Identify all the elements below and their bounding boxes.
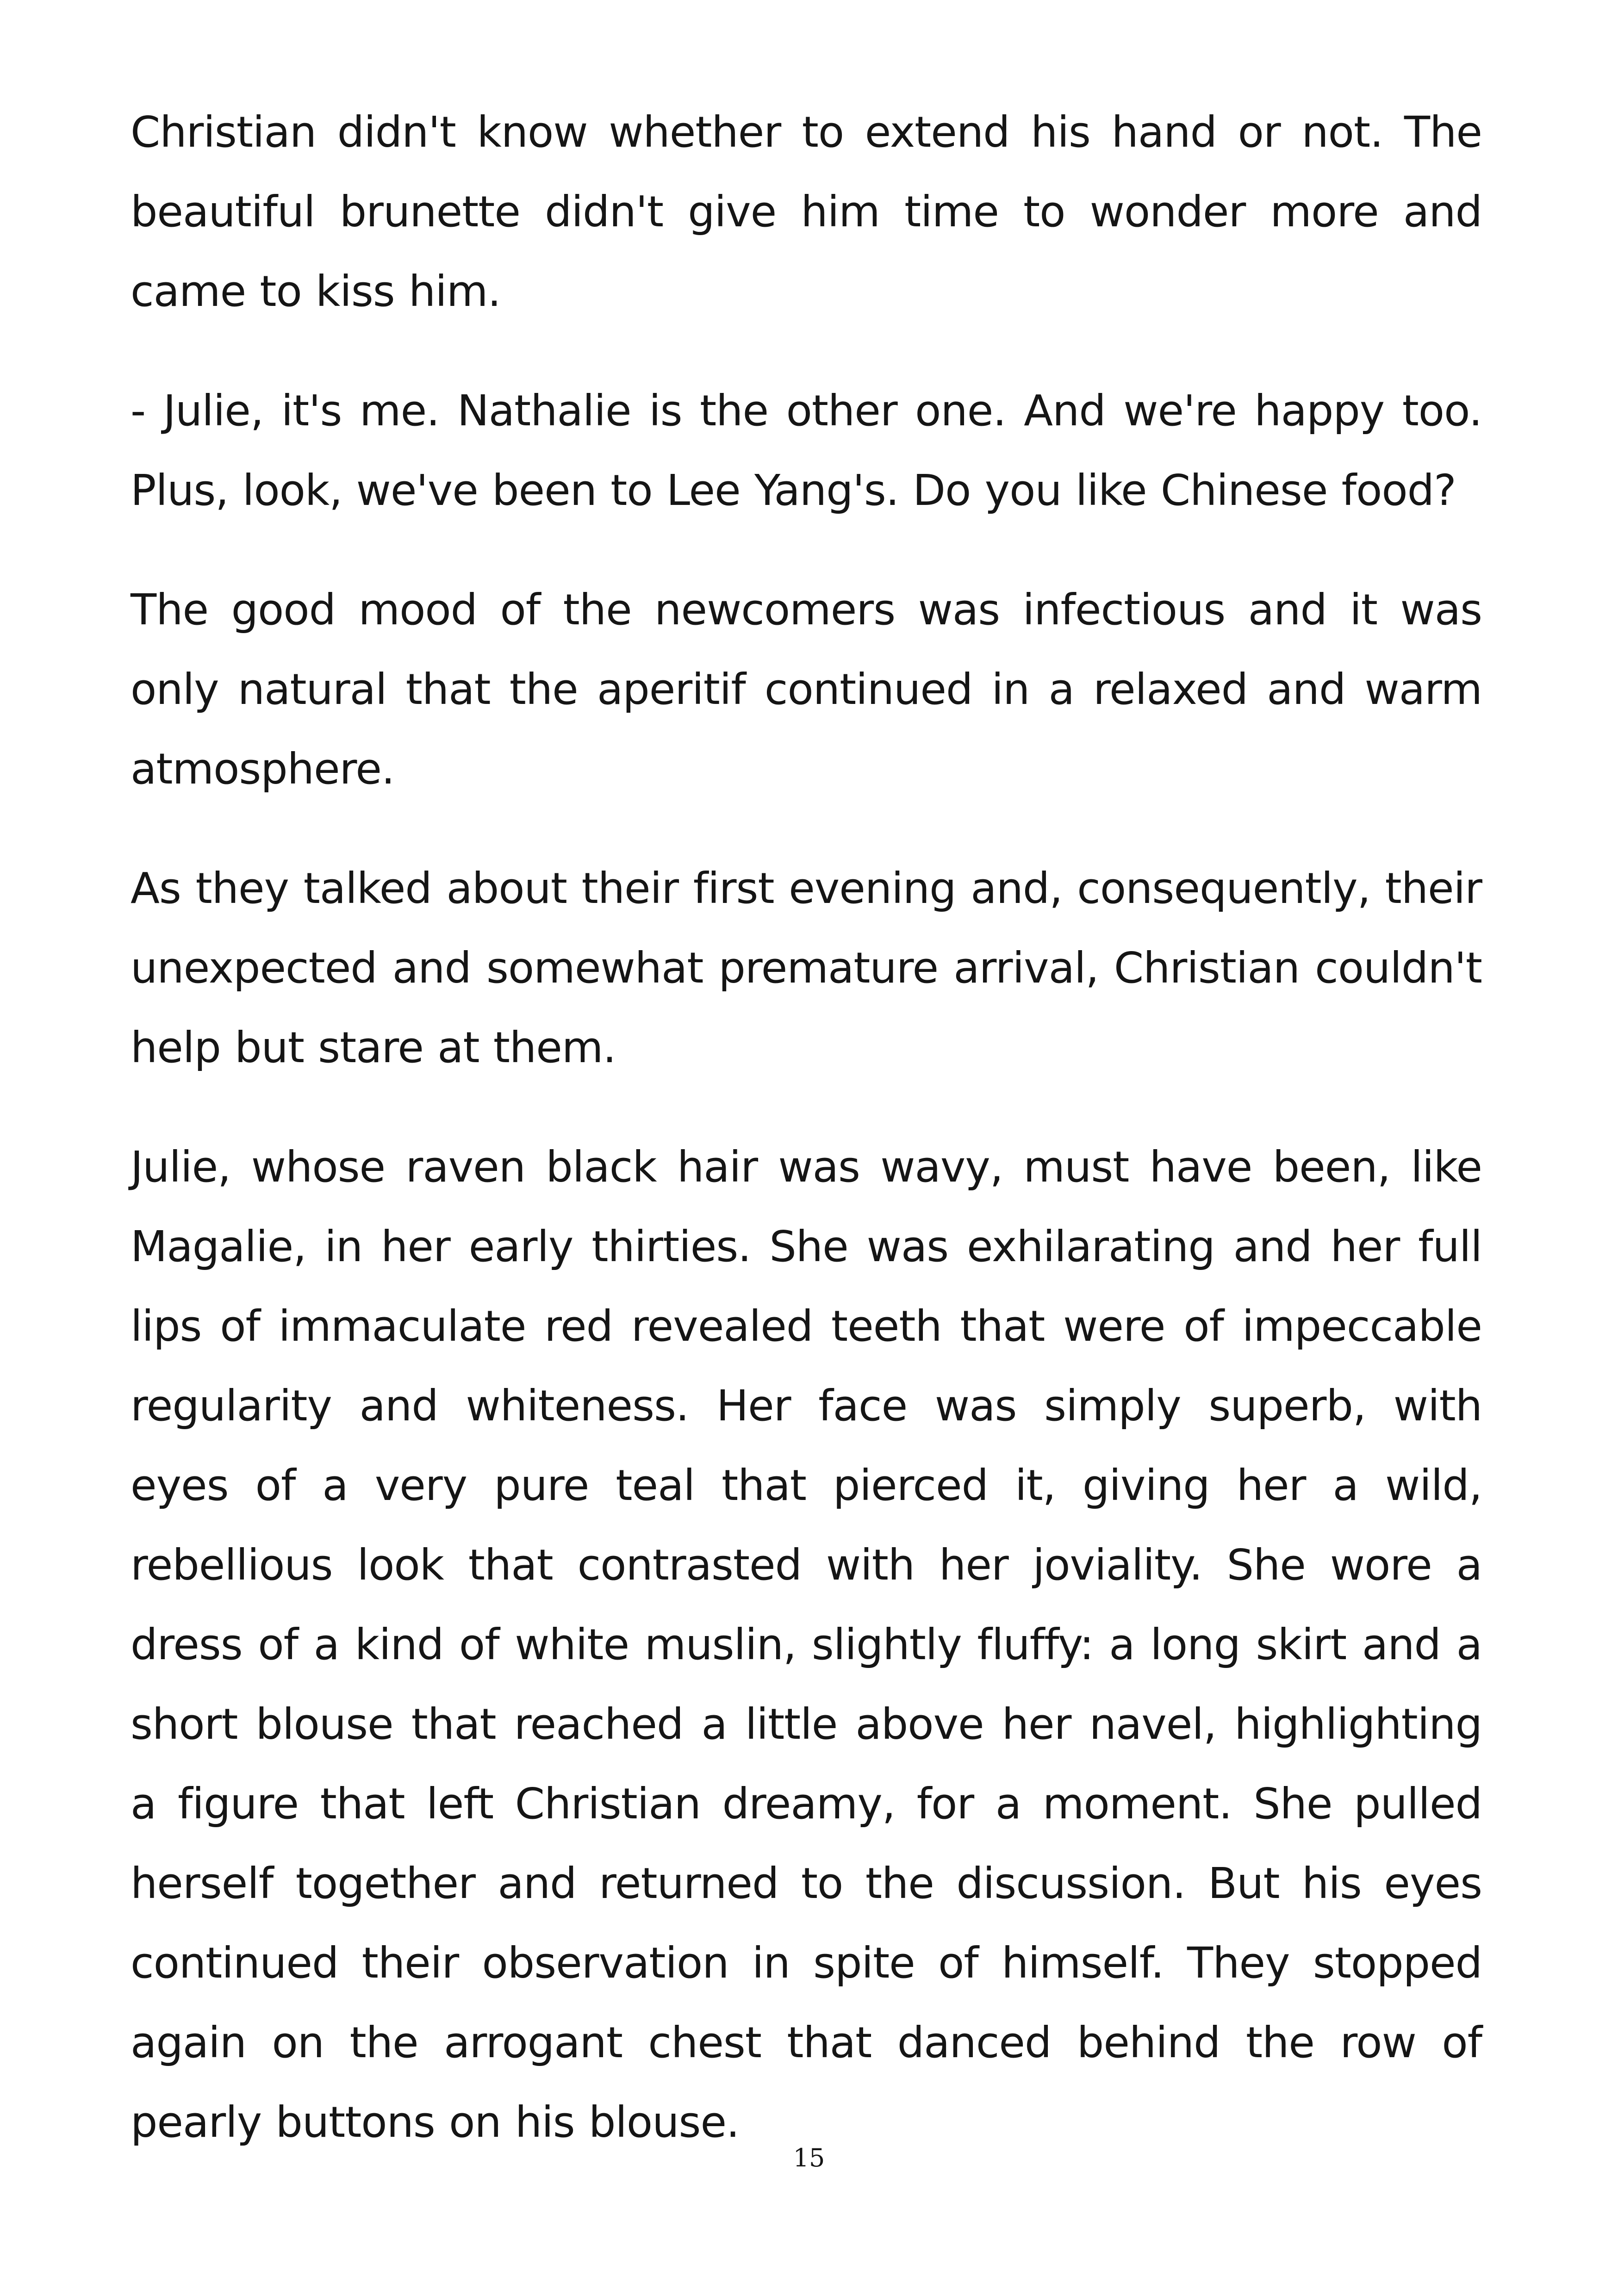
page-number: 15	[793, 2143, 825, 2172]
body-text	[131, 93, 1482, 2202]
paragraph-3: The good mood of the newcomers was infectious and it was only natural that the aperitif continued in a relaxed and warm atmosphere.	[131, 585, 1482, 794]
paragraph-5: Julie, whose raven black hair was wavy, must have been, like Magalie, in her early thirties. She was exhilarating and her full lips of immaculate red revealed teeth that were of impeccable regularity and whiteness. Her face was simply superb, with eyes of a very pure teal that pierced it, giving her a wild, rebellious look that contrasted with her joviality. She wore a dress of a kind of white muslin, slightly fluffy: a long skirt and a short blouse that reached a little above her navel, highlighting a figure that left Christian dreamy, for a moment. She pulled herself together and returned to the discussion. But his eyes continued their observation in spite of himself. They stopped again on the arrogant chest that danced behind the row of pearly buttons on his blouse.	[131, 1142, 1482, 2147]
paragraph-1: Christian didn't know whether to extend his hand or not. The beautiful brunette didn't give him time to wonder more and came to kiss him.	[131, 107, 1482, 316]
paragraph-4: As they talked about their first evening and, consequently, their unexpected and somewhat premature arrival, Christian couldn't help but stare at them.	[131, 864, 1482, 1072]
paragraph-2: - Julie, it's me. Nathalie is the other one. And we're happy too. Plus, look, we've been to Lee Yang's. Do you like Chinese food?	[131, 386, 1482, 515]
